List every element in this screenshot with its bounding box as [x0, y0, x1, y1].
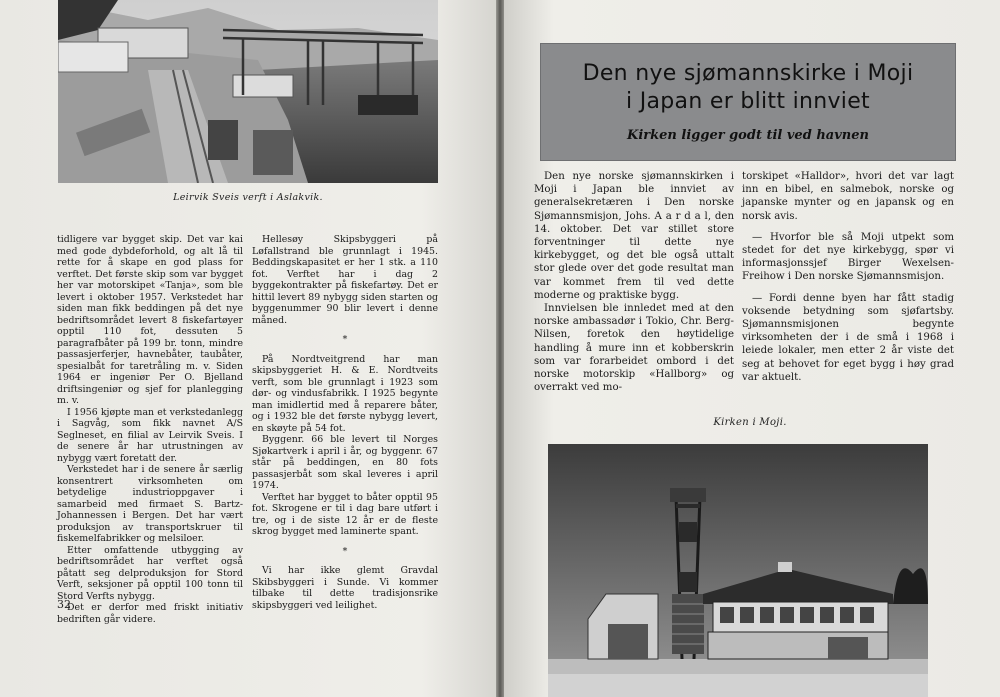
paragraph: Byggenr. 66 ble levert til Norges Sjøkartverk i april i år, og byggenr. 67 står på beddingen, en 80 fots passasjerbåt som skal leveres i april 1974. [252, 434, 438, 491]
paragraph: Etter omfattende utbygging av bedriftsområdet har verftet også påtatt seg delproduksjon for Stord Verft, seksjoner på opptil 100 tonn til Stord Verfts nybygg. [57, 544, 243, 602]
right-page [504, 0, 1000, 697]
right-column-2 [742, 170, 954, 384]
church-photo-image [548, 444, 928, 697]
church-photo [548, 444, 928, 697]
headline-box [540, 43, 956, 161]
paragraph: Verftet har bygget to båter opptil 95 fot. Skrogene er til i dag bare utført i tre, og i de siste 12 år er de fleste skrog bygget med laminerte spant. [252, 491, 438, 537]
paragraph: tidligere var bygget skip. Det var kai med gode dybdeforhold, og alt lå til rette for å skape en god plass for verftet. Det første skip som var bygget her var motorskipet «Tanja», som ble levert i oktober 1957. Verkstedet har siden man fikk beddingen på det nye bedriftsområdet levert 8 fiskefartøyer opptil 110 fot, dessuten 5 paragrafbåter på 199 br. tonn, mindre passasjerferjer, havnebåter, taubåter, spesialbåt for taretråling m. v. Siden 1964 er ingeniør Per O. Bjelland driftsingeniør og sjef for planlegging m. v. [57, 234, 243, 406]
section-separator: * [342, 545, 348, 557]
paragraph: Den nye norske sjømannskirken i Moji i Japan ble innviet av generalsekretæren i Den norske Sjømannsmisjon, Johs. A a r d a l, den 14. oktober. Det var stillet store forventninger til dette nye kirkebygget, og det ble også uttalt stor glede over det gode resultat man var kommet frem til ved dette moderne og praktiske bygg. [534, 171, 734, 301]
shipyard-photo [58, 0, 438, 183]
section-separator: * [342, 334, 348, 345]
paragraph: Innvielsen ble innledet med at den norske ambassadør i Tokio, Chr. Berg-Nilsen, foretok den høytidelige handling å mure inn et kobberskrin som var forarbeidet ombord i det norske motorskip «Hallborg» og overrakt ved mo- [534, 303, 734, 394]
headline-line-2: i Japan er blitt innviet [626, 89, 870, 114]
shipyard-photo-caption: Leirvik Sveis verft i Aslakvik. [173, 192, 323, 203]
paragraph: Hellesøy Skipsbyggeri på Løfallstrand ble grunnlagt i 1945. Beddingskapasitet er her 1 stk. a 110 fot. Verftet har i dag 2 byggekontrakter på fiskefartøy. Det er hittil levert 89 nybygg siden starten og byggenummer 90 blir levert i denne måned. [252, 234, 438, 326]
shipyard-photo-image [58, 0, 438, 183]
paragraph: torskipet «Halldor», hvori det var lagt inn en bibel, en salmebok, norske og japanske mynter og en japansk og en norsk avis. [742, 171, 954, 222]
left-page [0, 0, 496, 697]
paragraph: I 1956 kjøpte man et verkstedanlegg i Sagvåg, som fikk navnet A/S Seglneset, en filial av Leirvik Sveis. I de senere år har utrustningen av nybygg vært foretatt der. [57, 406, 243, 464]
paragraph: — Hvorfor ble så Moji utpekt som stedet for det nye kirkebygg, spør vi informasjonssjef Birger Wexelsen-Freihow i Den norske Sjømannsmisjon. [742, 231, 954, 283]
left-column-1 [57, 234, 243, 625]
subheadline: Kirken ligger godt til ved havnen [627, 128, 869, 143]
paragraph: På Nordtveitgrend har man skipsbyggeriet H. & E. Nordtveits verft, som ble grunnlagt i 1923 som dør- og vindusfabrikk. I 1925 begynte man imidlertid med å reparere båter, og i 1932 ble det første nybygg levert, en skøyte på 54 fot. [252, 353, 438, 434]
headline-line-1: Den nye sjømannskirke i Moji [582, 61, 914, 86]
left-column-2 [252, 234, 438, 611]
church-photo-caption: Kirken i Moji. [713, 417, 787, 428]
right-column-1 [534, 170, 734, 394]
paragraph: Det er derfor med friskt initiativ bedriften går videre. [57, 602, 243, 625]
paragraph: — Fordi denne byen har fått stadig voksende betydning som sjøfartsby. Sjømannsmisjonen begynte virksomheten der i de små i 1968 i leiede lokaler, men etter 2 år viste det seg at behovet for eget bygg i høy grad var aktuelt. [742, 292, 954, 383]
page-number: 32 [57, 598, 71, 611]
paragraph: Verkstedet har i de senere år særlig konsentrert virksomheten om betydelige industrioppgaver i samarbeid med firmaet S. Bartz-Johannessen i Bergen. Det har vært produksjon av transportskruer til fiskemelfabrikker og melsiloer. [57, 464, 243, 544]
paragraph: Vi har ikke glemt Gravdal Skibsbyggeri i Sunde. Vi kommer tilbake til dette tradisjonsrike skipsbyggeri ved leilighet. [252, 565, 438, 611]
book-spine [496, 0, 504, 697]
